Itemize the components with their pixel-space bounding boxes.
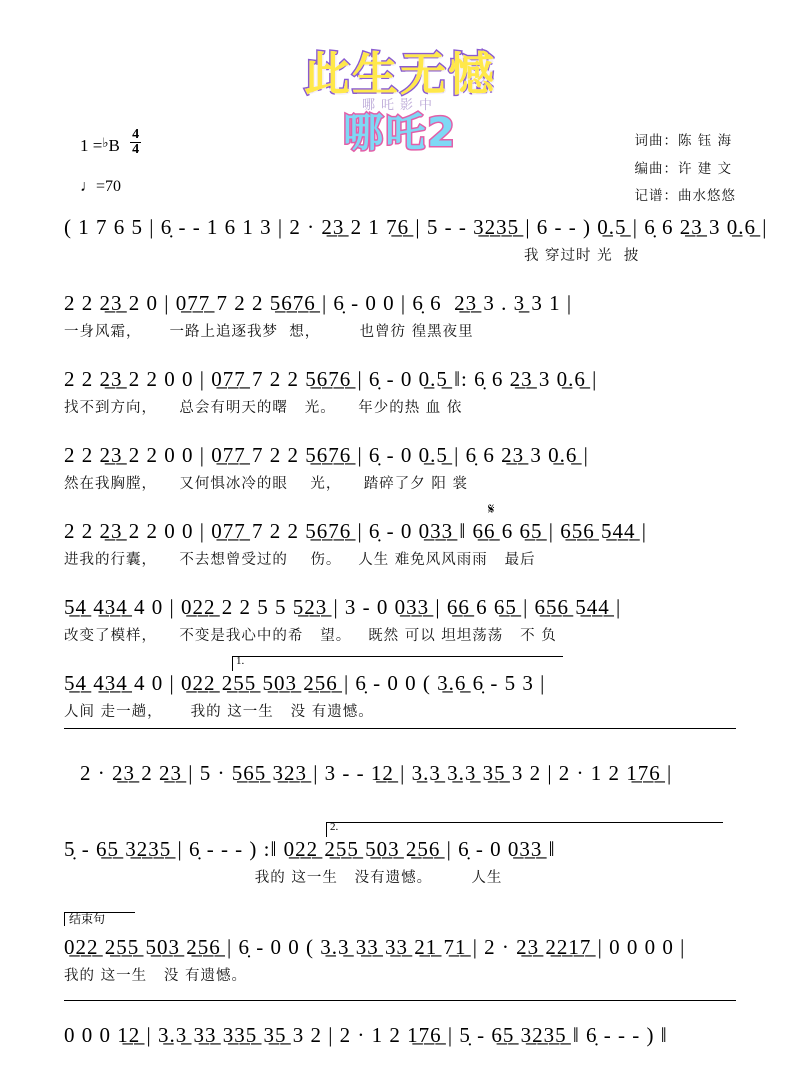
notation-line: ( 1 7 6 5 | 6̣ - - 1 6 1 3 | 2 · 2̲3̲ 2 1 7̲6̲ | 5 - - 3̲2̲3̲5̲ | 6 - - ) 0̲.5̲ | 6̣ 6 2̲3̲ 3 0̲.6̲ | (64, 215, 768, 239)
page-title: 此生无憾 (304, 47, 496, 101)
notation-line: 5̲4̲ 4̲3̲4̲ 4 0 | 0̲2̲2̲ 2̲5̲5̲ 5̲0̲3̲ 2̲5̲6̲ | 6̣ - 0 0 ( 3̲.6̲ 6̣ - 5 3 | (64, 671, 546, 695)
staff-row (64, 500, 736, 580)
lyric-line: 改变了模样， 不变是我心中的希 望。 既然 可以 坦坦荡荡 不 负 (64, 628, 557, 645)
staff-row (64, 428, 736, 504)
time-signature-denominator: 4 (132, 142, 140, 157)
time-signature (130, 128, 141, 157)
credit-transcriber: 记谱：曲水悠悠 (634, 188, 736, 205)
section-divider (64, 1000, 736, 1001)
lyric-line: 一身风霜， 一路上追逐我梦 想， 也曾彷 徨黑夜里 (64, 324, 474, 341)
notation-line: 2 2 2̲3̲ 2 2 0 0 | 0̲7̲7̲ 7 2 2 5̲6̲7̲6̲ | 6̣ - 0 0̲.5̲ ‖: 6̣ 6 2̲3̲ 3 0̲.6̲ | (64, 367, 598, 391)
tempo-marking: ♩=70 (80, 178, 122, 196)
segno-icon: 𝄋 (488, 500, 495, 518)
notation-line: 2 2 2̲3̲ 2 2 0 0 | 0̲7̲7̲ 7 2 2 5̲6̲7̲6̲ | 6̣ - 0 0̲3̲3̲ ‖ 6̲6̲ 6 6̲5̲ | 6̲5̲6̲ 5̲4̲4̲ | (64, 519, 647, 543)
notation-line: 0 0 0 1̲2̲ | 3̲.3̲ 3̲3̲ 3̲3̲5̲ 3̲5̲ 3 2 | 2 · 1 2 1̲7̲6̲ | 5̣ - 6̲5̲ 3̲2̲3̲5̲ ‖ 6̣ - - - ) ‖ (64, 1023, 668, 1047)
flat-symbol: ♭ (102, 135, 109, 150)
time-signature-numerator: 4 (132, 127, 140, 142)
notation-line: 0̲2̲2̲ 2̲5̲5̲ 5̲0̲3̲ 2̲5̲6̲ | 6̣ - 0 0 ( 3̲.3̲ 3̲3̲ 3̲3̲ 2̲1̲ 7̲1̲ | 2 · 2̲3̲ 2̲2̲1̲7̲ | 0 0 0 0 | (64, 935, 686, 959)
volta-label: 2. (330, 821, 339, 833)
staff-row (64, 580, 736, 656)
staff-row (64, 656, 736, 746)
staff-row (64, 1002, 736, 1078)
notation-line: 2 2 2̲3̲ 2 2 0 0 | 0̲7̲7̲ 7 2 2 5̲6̲7̲6̲ | 6̣ - 0 0̲.5̲ | 6̣ 6 2̲3̲ 3 0̲.6̲ | (64, 443, 589, 467)
notation-line: 5̣ - 6̲5̲ 3̲2̲3̲5̲ | 6̣ - - - ) :‖ 0̲2̲2̲ 2̲5̲5̲ 5̲0̲3̲ 2̲5̲6̲ | 6̣ - 0 0̲3̲3̲ ‖ (64, 837, 556, 861)
credit-arranger: 编曲：许 建 文 (634, 160, 733, 177)
key-and-tempo (80, 128, 141, 203)
notation-line: 2 2 2̲3̲ 2 0 | 0̲7̲7̲ 7 2 2 5̲6̲7̲6̲ | 6̣ - 0 0 | 6̣ 6 2̲3̲ 3 . 3̲ 3 1 | (64, 291, 573, 315)
section-divider (64, 728, 736, 729)
notation-line: 5̲4̲ 4̲3̲4̲ 4 0 | 0̲2̲2̲ 2 2 5 5 5̲2̲3̲ | 3 - 0 0̲3̲3̲ | 6̲6̲ 6 6̲5̲ | 6̲5̲6̲ 5̲4̲4̲ | (64, 595, 622, 619)
lyric-line: 然在我胸膛， 又何惧冰冷的眼 光， 踏碎了夕 阳 裳 (64, 476, 469, 493)
volta-bracket-2 (326, 822, 723, 837)
staff-row (64, 822, 736, 912)
coda-label: 结束句 (69, 912, 106, 926)
key-letter: B (108, 136, 120, 155)
lyric-line: 人间 走一趟， 我的 这一生 没 有遗憾。 (64, 704, 374, 721)
coda-bracket (64, 912, 135, 926)
notation-line: 2 · 2̲3̲ 2 2̲3̲ | 5 · 5̲6̲5̲ 3̲2̲3̲ | 3 - - 1̲2̲ | 3̲.3̲ 3̲.3̲ 3̲5̲ 3 2 | 2 · 1 2 1̲7̲6̲ | (80, 761, 673, 785)
staff-row (64, 200, 768, 276)
title-secondary: 哪吒2 (343, 110, 457, 157)
lyric-line: 我 穿过时 光 披 (64, 248, 640, 265)
lyric-line: 进我的行囊， 不去想曾受过的 伤。 人生 难免风风雨雨 最后 (64, 552, 536, 569)
title-subtitle: 哪吒影中 (361, 98, 438, 114)
volta-label: 1. (236, 655, 245, 667)
staff-row (64, 746, 736, 822)
staff-row (64, 276, 736, 352)
credits-block (635, 128, 737, 211)
credit-composer: 词曲：陈 钰 海 (634, 133, 733, 149)
lyric-line: 我的 这一生 没有遗憾。 人生 (64, 870, 503, 887)
lyric-line: 我的 这一生 没 有遗憾。 (64, 968, 248, 985)
volta-bracket-1 (232, 656, 563, 671)
lyric-line: 找不到方向， 总会有明天的曙 光。 年少的热 血 依 (64, 400, 463, 417)
key-prefix: 1 = (80, 136, 103, 155)
staff-row (64, 352, 736, 428)
staff-rows (0, 200, 800, 1078)
staff-row (64, 912, 736, 1002)
key-signature (80, 128, 141, 162)
